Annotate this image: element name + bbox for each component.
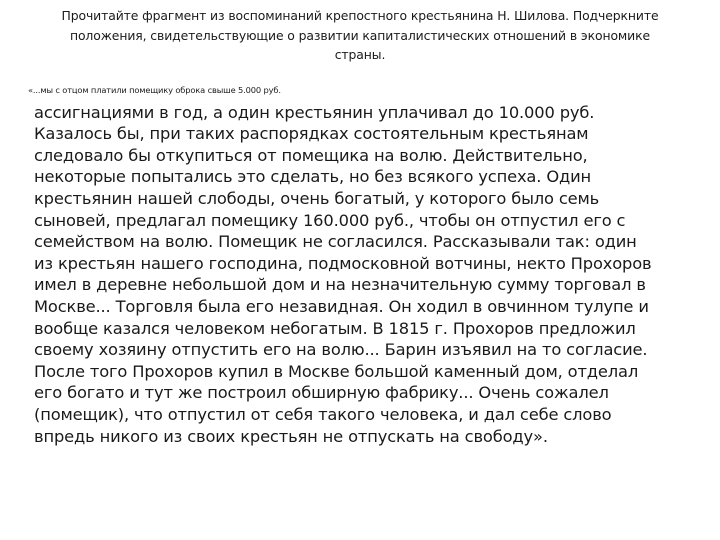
task-line: Прочитайте фрагмент из воспоминаний крепостного крестьянина Н. Шилова. Подчеркните (61, 8, 659, 23)
quote-line: ассигнациями в год, а один крестьянин уплачивал до 10.000 руб. (34, 102, 595, 122)
memoir-quote (28, 80, 718, 447)
quote-line: его богато и тут же построил обширную фабрику... Очень сожалел (34, 383, 609, 403)
quote-line: вообще казался человеком небогатым. В 1815 г. Прохоров предложил (34, 318, 636, 338)
quote-line: следовало бы откупиться от помещика на волю. Действительно, (34, 145, 588, 165)
quote-line: впредь никого из своих крестьян не отпускать на свободу». (34, 426, 548, 446)
quote-line: из крестьян нашего господина, подмосковной вотчины, некто Прохоров (34, 253, 652, 273)
quote-line: крестьянин нашей слободы, очень богатый, у которого было семь (34, 188, 600, 208)
task-instruction (8, 6, 712, 65)
quote-line: семейством на волю. Помещик не согласился. Рассказывали так: один (34, 232, 637, 252)
quote-line: «...мы с отцом платили помещику оброка свыше 5.000 руб. (28, 85, 281, 95)
quote-line: Казалось бы, при таких распорядках состоятельным крестьянам (34, 124, 589, 144)
quote-line: сыновей, предлагал помещику 160.000 руб., чтобы он отпустил его с (34, 210, 626, 230)
quote-line: После того Прохоров купил в Москве большой каменный дом, отделал (34, 361, 639, 381)
quote-line: имел в деревне небольшой дом и на незначительную сумму торговал в (34, 275, 646, 295)
quote-line: своему хозяину отпустить его на волю... Барин изъявил на то согласие. (34, 340, 648, 360)
task-line: страны. (334, 47, 386, 62)
task-line: положения, свидетельствующие о развитии капиталистических отношений в экономике (69, 27, 651, 43)
quote-line: некоторые попытались это сделать, но без всякого успеха. Один (34, 167, 592, 187)
quote-line: Москве... Торговля была его незавидная. Он ходил в овчинном тулупе и (34, 296, 649, 316)
quote-line: (помещик), что отпустил от себя такого человека, и дал себе слово (34, 404, 612, 424)
